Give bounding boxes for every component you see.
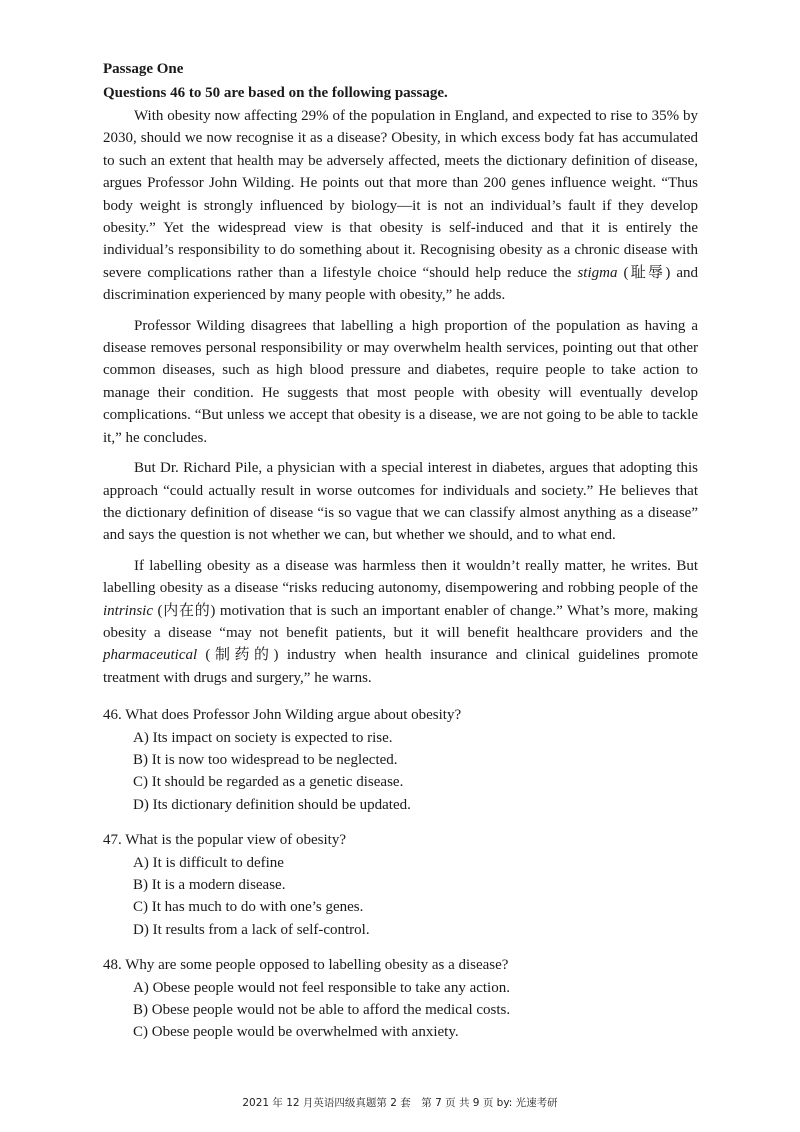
- option-a: A) It is difficult to define: [133, 854, 284, 871]
- page-footer: 2021 年 12 月英语四级真题第 2 套 第 7 页 共 9 页 by: 光速考研: [242, 1097, 558, 1109]
- glossed-term: stigma: [577, 264, 618, 281]
- option-c: C) It has much to do with one’s genes.: [133, 899, 364, 916]
- passage-paragraph-2: Professor Wilding disagrees that labelling a high proportion of the population as having a disease removes personal responsibility or may overwhelm health services, pointing out that other common diseases, such as high blood pressure and diabetes, require people to take action to manage their condition. He suggests that most people with obesity will eventually develop complications. “But unless we accept that obesity is a disease, we are not going to be able to tackle it,” he concludes.: [103, 317, 698, 446]
- option-b: B) Obese people would not be able to afford the medical costs.: [133, 1002, 511, 1019]
- option-a: A) Obese people would not feel responsible to take any action.: [133, 979, 510, 996]
- glossed-term: pharmaceutical: [103, 647, 198, 664]
- question-stem: 48. Why are some people opposed to labelling obesity as a disease?: [103, 957, 509, 974]
- passage-instruction: Questions 46 to 50 are based on the following passage.: [103, 85, 448, 101]
- question-stem: 46. What does Professor John Wilding argue about obesity?: [103, 707, 462, 724]
- passage-paragraph-1: With obesity now affecting 29% of the population in England, and expected to rise to 35% by 2030, should we now recognise it as a disease? Obesity, in which excess body fat has accumulated to such an extent that health may be adversely affected, meets the dictionary definition of disease, argues Professor John Wilding. He points out that more than 200 genes influence weight. “Thus body weight is strongly influenced by biology—it is not an individual’s fault if they develop obesity.” Yet the widespread view is that obesity is self-induced and that it is entirely the individual’s responsibility to do something about it. Recognising obesity as a chronic disease with severe complications rather than a lifestyle choice “should help reduce the stigma (耻辱) and discrimination experienced by many people with obesity,” he adds.: [103, 108, 698, 304]
- option-d: D) Its dictionary definition should be updated.: [133, 796, 411, 813]
- question-46: [103, 704, 698, 816]
- passage-paragraph-4: If labelling obesity as a disease was harmless then it wouldn’t really matter, he writes. But labelling obesity as a disease “risks reducing autonomy, disempowering and robbing people of the intrinsic (内在的) motivation that is such an important enabler of change.” What’s more, making obesity a disease “may not benefit patients, but it will benefit healthcare providers and the pharmaceutical (制药的) industry when health insurance and clinical guidelines promote treatment with drugs and surgery,” he warns.: [103, 557, 698, 686]
- passage-paragraph-3: But Dr. Richard Pile, a physician with a special interest in diabetes, argues that adopting this approach “could actually result in worse outcomes for individuals and society.” He believes that the dictionary definition of disease “is so vague that we can classify almost anything as a disease” and says the question is not whether we can, but whether we should, and to what end.: [103, 460, 698, 544]
- exam-page: [103, 57, 698, 1044]
- option-c: C) It should be regarded as a genetic disease.: [133, 774, 404, 791]
- passage-title: Passage One: [103, 61, 184, 77]
- question-stem: 47. What is the popular view of obesity?: [103, 832, 347, 849]
- option-c: C) Obese people would be overwhelmed with anxiety.: [133, 1024, 459, 1041]
- option-a: A) Its impact on society is expected to rise.: [133, 729, 393, 746]
- option-d: D) It results from a lack of self-control.: [133, 921, 370, 938]
- question-47: [103, 829, 698, 941]
- question-48: [103, 954, 698, 1044]
- glossed-term: intrinsic: [103, 602, 154, 619]
- option-b: B) It is a modern disease.: [133, 877, 286, 893]
- option-b: B) It is now too widespread to be neglected.: [133, 751, 398, 768]
